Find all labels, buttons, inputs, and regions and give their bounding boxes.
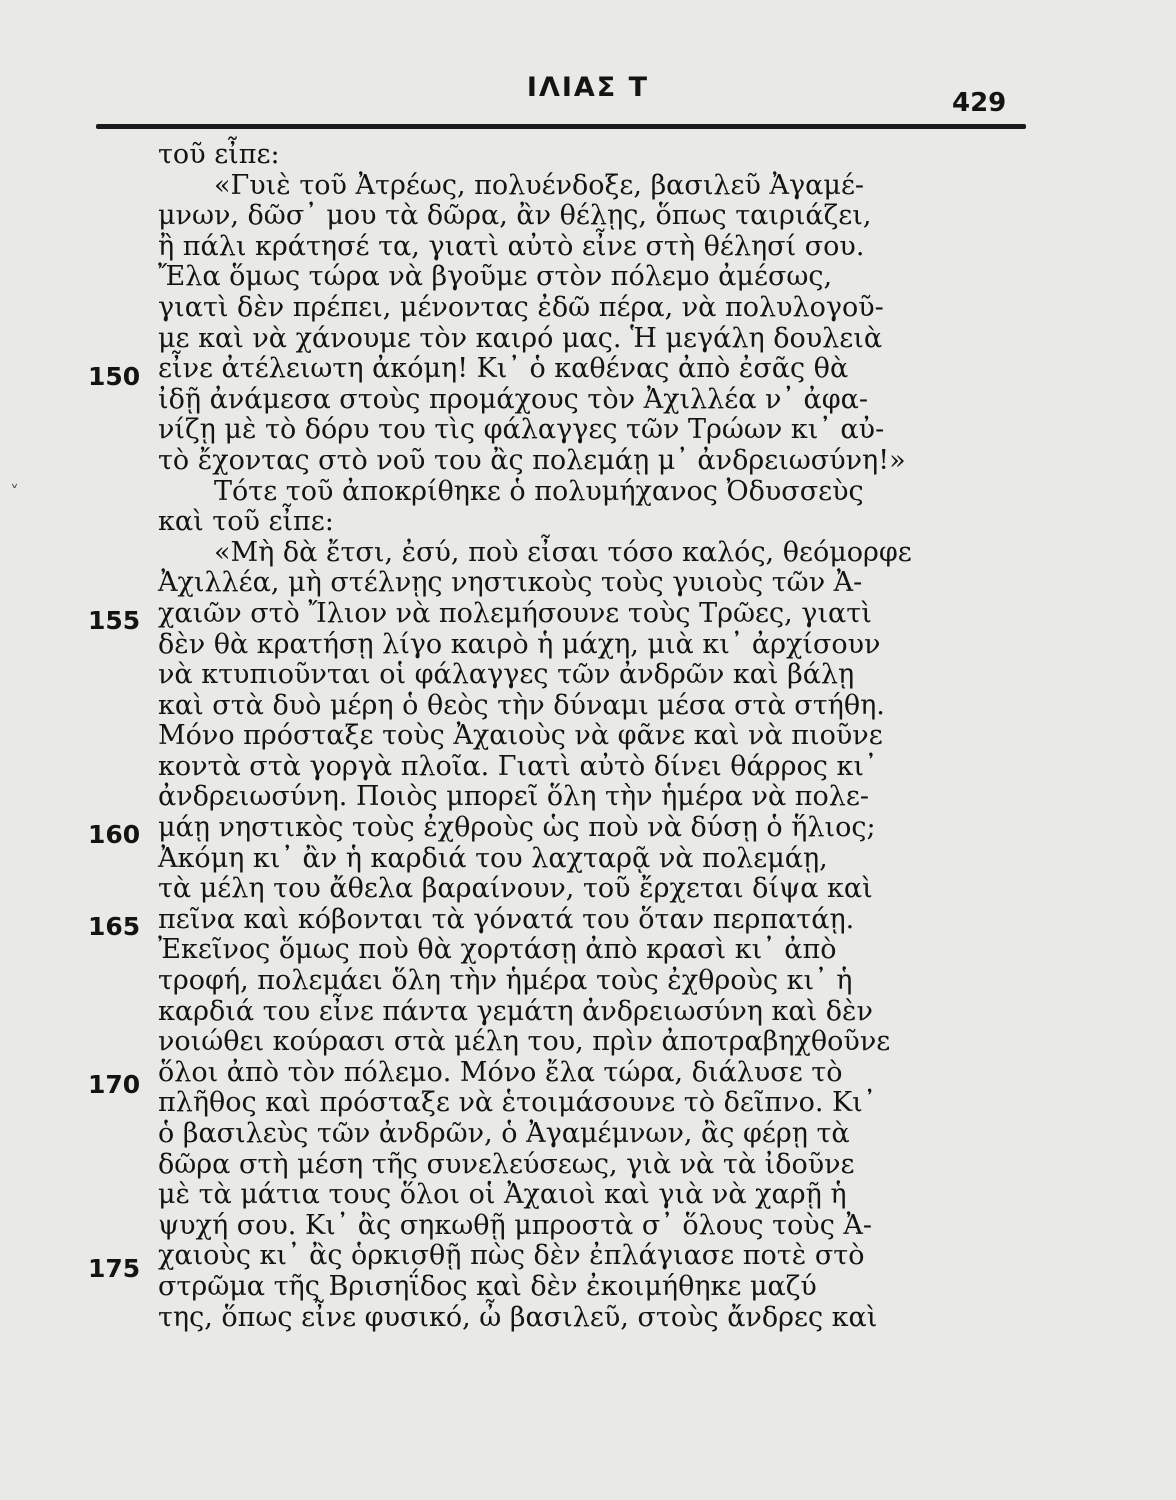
line-number-160: 160 bbox=[88, 820, 141, 849]
text-line: δῶρα στὴ μέση τῆς συνελεύσεως, γιὰ νὰ τὰ ἰδοῦνε bbox=[158, 1148, 855, 1180]
text-line: εἶνε ἀτέλειωτη ἀκόμη! Κι᾽ ὁ καθένας ἀπὸ ἐσᾶς θὰ bbox=[158, 353, 849, 385]
text-line: ψυχή σου. Κι᾽ ἂς σηκωθῇ μπροστὰ σ᾽ ὅλους τοὺς Ἀ- bbox=[158, 1209, 873, 1241]
text-line: στρῶμα τῆς Βρισηΐδος καὶ δὲν ἐκοιμήθηκε μαζύ bbox=[158, 1270, 817, 1302]
running-header-title: ΙΛΙΑΣ Τ bbox=[526, 72, 650, 103]
text-line: Ἔλα ὅμως τώρα νὰ βγοῦμε στὸν πόλεμο ἀμέσως, bbox=[158, 261, 833, 293]
text-line: καὶ στὰ δυὸ μέρη ὁ θεὸς τὴν δύναμι μέσα στὰ στήθη. bbox=[158, 689, 885, 721]
text-line: ἀνδρειωσύνη. Ποιὸς μπορεῖ ὅλη τὴν ἡμέρα νὰ πολε- bbox=[158, 781, 869, 813]
line-number-165: 165 bbox=[88, 912, 141, 941]
gutter-mark: ˅ bbox=[10, 482, 19, 503]
text-line: ἰδῇ ἀνάμεσα στοὺς προμάχους τὸν Ἀχιλλέα ν᾽ ἀφα- bbox=[158, 383, 869, 415]
text-line: καρδιά του εἶνε πάντα γεμάτη ἀνδρειωσύνη καὶ δὲν bbox=[158, 995, 873, 1027]
text-line: χαιοὺς κι᾽ ἂς ὁρκισθῇ πὼς δὲν ἐπλάγιασε ποτὲ στὸ bbox=[158, 1240, 865, 1272]
text-line: νίζῃ μὲ τὸ δόρυ του τὶς φάλαγγες τῶν Τρώων κι᾽ αὐ- bbox=[158, 414, 885, 446]
text-line: Ἐκεῖνος ὅμως ποὺ θὰ χορτάσῃ ἀπὸ κρασὶ κι᾽ ἀπὸ bbox=[158, 934, 837, 966]
text-line: της, ὅπως εἶνε φυσικό, ὦ βασιλεῦ, στοὺς ἄνδρες καὶ bbox=[158, 1301, 878, 1333]
text-line: δὲν θὰ κρατήσῃ λίγο καιρὸ ἡ μάχη, μιὰ κι᾽ ἀρχίσουν bbox=[158, 628, 881, 660]
text-line: μὲ τὰ μάτια τους ὅλοι οἱ Ἀχαιοὶ καὶ γιὰ νὰ χαρῇ ἡ bbox=[158, 1179, 847, 1211]
text-line: με καὶ νὰ χάνουμε τὸν καιρό μας. Ἡ μεγάλη δουλειὰ bbox=[158, 322, 883, 354]
text-line: νοιώθει κούρασι στὰ μέλη του, πρὶν ἀποτραβηχθοῦνε bbox=[158, 1026, 891, 1058]
text-line: ὁ βασιλεὺς τῶν ἀνδρῶν, ὁ Ἀγαμέμνων, ἂς φέρῃ τὰ bbox=[158, 1118, 850, 1149]
text-line: «Γυιὲ τοῦ Ἀτρέως, πολυένδοξε, βασιλεῦ Ἀγαμέ- bbox=[214, 169, 865, 201]
text-line: καὶ τοῦ εἶπε: bbox=[158, 506, 334, 538]
text-line: Μόνο πρόσταξε τοὺς Ἀχαιοὺς νὰ φᾶνε καὶ νὰ πιοῦνε bbox=[158, 720, 883, 752]
line-number-150: 150 bbox=[88, 362, 141, 391]
page-number: 429 bbox=[952, 88, 1007, 118]
text-line: Ἀκόμη κι᾽ ἂν ἡ καρδιά του λαχταρᾷ νὰ πολεμάῃ, bbox=[158, 842, 828, 874]
text-line: τοῦ εἶπε: bbox=[158, 139, 280, 170]
text-line: τροφή, πολεμάει ὅλη τὴν ἡμέρα τοὺς ἐχθροὺς κι᾽ ἡ bbox=[158, 965, 853, 997]
text-line: ἢ πάλι κράτησέ τα, γιατὶ αὐτὸ εἶνε στὴ θέλησί σου. bbox=[158, 230, 865, 262]
text-line: Ἀχιλλέα, μὴ στέλνῃς νηστικοὺς τοὺς γυιοὺς τῶν Ἀ- bbox=[158, 567, 863, 599]
header-rule bbox=[96, 124, 1026, 129]
text-line: «Μὴ δὰ ἔτσι, ἐσύ, ποὺ εἶσαι τόσο καλός, θεόμορφε bbox=[214, 536, 912, 568]
line-number-175: 175 bbox=[88, 1254, 141, 1283]
text-line: Τότε τοῦ ἀποκρίθηκε ὁ πολυμήχανος Ὀδυσσεὺς bbox=[214, 475, 864, 507]
text-line: ὅλοι ἀπὸ τὸν πόλεμο. Μόνο ἔλα τώρα, διάλυσε τὸ bbox=[158, 1056, 843, 1088]
line-number-170: 170 bbox=[88, 1070, 141, 1099]
text-line: νὰ κτυπιοῦνται οἱ φάλαγγες τῶν ἀνδρῶν καὶ βάλῃ bbox=[158, 659, 855, 691]
text-line: πλῆθος καὶ πρόσταξε νὰ ἑτοιμάσουνε τὸ δεῖπνο. Κι᾽ bbox=[158, 1087, 877, 1119]
line-number-155: 155 bbox=[88, 606, 141, 635]
text-line: τὸ ἔχοντας στὸ νοῦ του ἂς πολεμάῃ μ᾽ ἀνδρειωσύνη!» bbox=[158, 444, 906, 476]
body-text bbox=[158, 140, 1023, 1333]
text-line: τὰ μέλη του ἄθελα βαραίνουν, τοῦ ἔρχεται δίψα καὶ bbox=[158, 873, 873, 905]
text-line: κοντὰ στὰ γοργὰ πλοῖα. Γιατὶ αὐτὸ δίνει θάρρος κι᾽ bbox=[158, 750, 878, 782]
text-line: πεῖνα καὶ κόβονται τὰ γόνατά του ὅταν περπατάῃ. bbox=[158, 903, 855, 935]
text-line: χαιῶν στὸ Ἴλιον νὰ πολεμήσουνε τοὺς Τρῶες, γιατὶ bbox=[158, 597, 872, 629]
text-line: μνων, δῶσ᾽ μου τὰ δῶρα, ἂν θέλῃς, ὅπως ταιριάζει, bbox=[158, 200, 872, 232]
text-line: μάῃ νηστικὸς τοὺς ἐχθροὺς ὡς ποὺ νὰ δύσῃ ὁ ἥλιος; bbox=[158, 812, 876, 844]
text-line: γιατὶ δὲν πρέπει, μένοντας ἐδῶ πέρα, νὰ πολυλογοῦ- bbox=[158, 291, 884, 323]
